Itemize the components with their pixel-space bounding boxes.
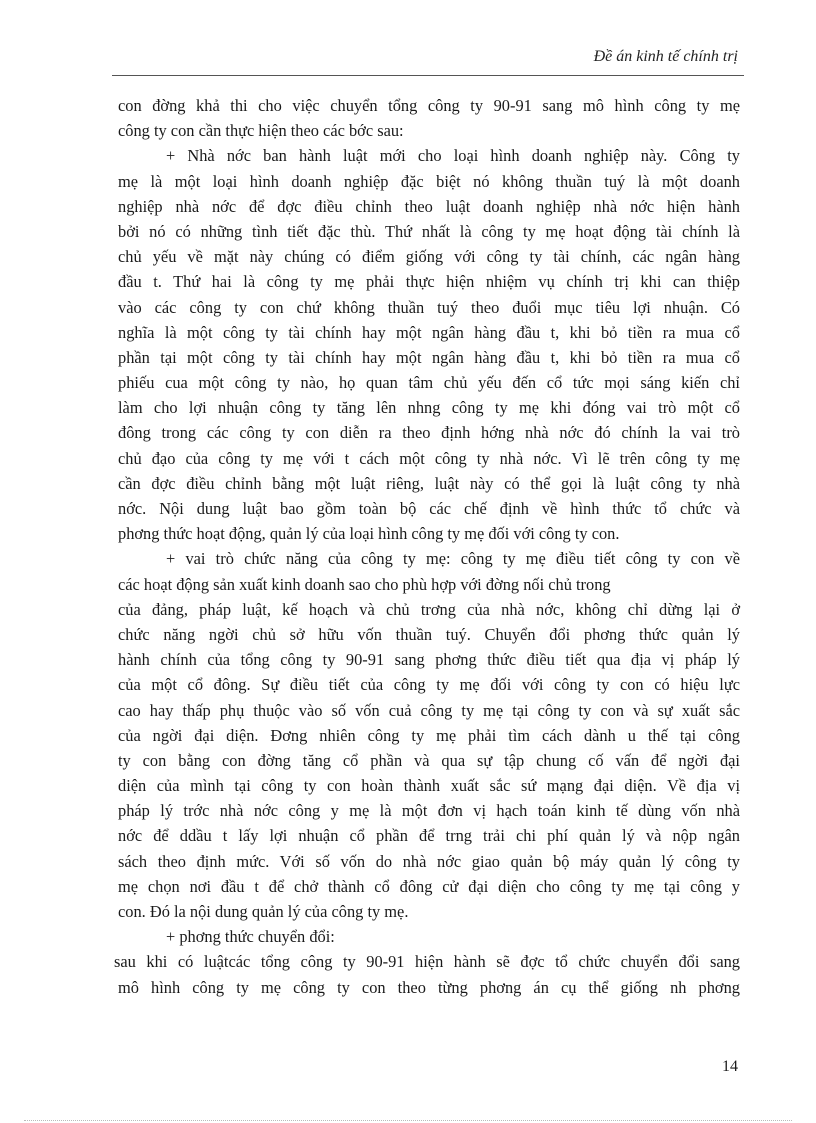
text-line: diện của mình tại công ty con hoàn thành xuất sắc sứ mạng đại diện. Về địa vị bbox=[118, 776, 740, 796]
text-line: sau khi có luậtcác tổng công ty 90-91 hiện hành sẽ đợc tổ chức chuyển đổi sang bbox=[114, 952, 740, 972]
text-line: cần đợc điều chỉnh bằng một luật riêng, luật này có thể gọi là luật công ty nhà bbox=[118, 473, 740, 493]
header-rule bbox=[112, 75, 744, 76]
text-line: vào các công ty con chứ không thuần tuý theo đuổi mục tiêu lợi nhuận. Có bbox=[118, 297, 740, 317]
text-line: công ty con cần thực hiện theo các bớc sau: bbox=[118, 121, 404, 141]
text-line: con. Đó la nội dung quản lý của công ty mẹ. bbox=[118, 902, 409, 921]
text-line: làm cho lợi nhuận công ty tăng lên nhng công ty mẹ khi đóng vai trò một cổ bbox=[118, 398, 740, 418]
text-line: hành chính của tổng công ty 90-91 sang phơng thức điều tiết qua địa vị pháp lý bbox=[118, 650, 740, 670]
paragraph bbox=[114, 924, 740, 1000]
text-line: các hoạt động sản xuất kinh doanh sao cho phù hợp với đờng nối chủ trong bbox=[118, 574, 611, 594]
text-line: nghiệp nhà nớc để đợc điều chỉnh theo luật doanh nghiệp nhà nớc hiện hành bbox=[118, 196, 740, 216]
text-line: mẹ là một loại hình doanh nghiệp đặc biệt nó không thuần tuý là một doanh bbox=[118, 171, 740, 191]
page-number: 14 bbox=[722, 1058, 738, 1075]
running-header-title: Đề án kinh tế chính trị bbox=[593, 48, 738, 65]
text-line: con đờng khả thi cho việc chuyển tổng công ty 90-91 sang mô hình công ty mẹ bbox=[118, 96, 740, 115]
text-line: của ngời đại diện. Đơng nhiên công ty mẹ phải tìm cách dành u thế tại công bbox=[118, 725, 740, 745]
text-line: bởi nó có những tình tiết đặc thù. Thứ nhất là công ty mẹ hoạt động tài chính là bbox=[118, 221, 740, 241]
text-line: cao hay thấp phụ thuộc vào số vốn cuả công ty mẹ tại công ty con và sự xuất sắc bbox=[118, 700, 740, 720]
text-line: nghĩa là một công ty tài chính hay một ngân hàng đầu t, khi bỏ tiền ra mua cổ bbox=[118, 322, 740, 342]
text-line: mẹ chọn nơi đầu t để chở thành cổ đông cử đại diện cho công ty mẹ tại công y bbox=[118, 876, 740, 896]
text-line: + phơng thức chuyển đổi: bbox=[166, 927, 335, 947]
text-line: mô hình công ty mẹ công ty con theo từng phơng án cụ thể giống nh phơng bbox=[118, 977, 740, 997]
paragraph bbox=[118, 546, 740, 924]
text-line: + Nhà nớc ban hành luật mới cho loại hình doanh nghiệp này. Công ty bbox=[166, 146, 740, 166]
text-line: của đảng, pháp luật, kế hoạch và chủ trơng của nhà nớc, không chỉ dừng lại ở bbox=[118, 599, 740, 619]
text-line: chủ yếu về mặt này chúng có điểm giống với công ty tài chính, các ngân hàng bbox=[118, 247, 740, 267]
text-line: đầu t. Thứ hai là công ty mẹ phải thực hiện nhiệm vụ chính trị khi can thiệp bbox=[118, 272, 740, 292]
text-line: đông trong các công ty con diễn ra theo định hớng nhà nớc đó chính la vai trò bbox=[118, 423, 740, 443]
text-line: chức năng ngời chủ sở hữu vốn thuần tuý. Chuyển đổi phơng thức quản lý bbox=[118, 624, 740, 644]
footer-divider bbox=[24, 1120, 792, 1121]
text-line: nớc. Nội dung luật bao gồm toàn bộ các chế định về hình thức tổ chức và bbox=[118, 499, 740, 518]
text-line: phiếu cua một công ty nào, họ quan tâm chủ yếu đến cổ tức mọi sáng kiến chỉ bbox=[118, 373, 740, 393]
paragraph bbox=[118, 143, 740, 546]
text-line: nớc để ddầu t lấy lợi nhuận cổ phần để trng trải chi phí quản lý và nộp ngân bbox=[118, 826, 740, 846]
text-line: phơng thức hoạt động, quản lý của loại hình công ty mẹ đối với công ty con. bbox=[118, 524, 620, 544]
text-line: ty con bằng con đờng tăng cổ phần và qua sự tập chung cố vấn để ngời đại bbox=[118, 750, 740, 770]
text-line: sách theo định mức. Với số vốn do nhà nớc giao quản bộ máy quản lý công ty bbox=[118, 851, 740, 871]
text-line: phần tại một công ty tài chính hay một ngân hàng đầu t, khi bỏ tiền ra mua cổ bbox=[118, 347, 740, 367]
text-line: pháp lý trớc nhà nớc công y mẹ là một đơn vị hạch toán kinh tế dùng vốn nhà bbox=[118, 801, 740, 821]
text-line: + vai trò chức năng của công ty mẹ: công ty mẹ điều tiết công ty con về bbox=[166, 549, 740, 569]
body-text bbox=[114, 93, 740, 1000]
paragraph bbox=[118, 93, 740, 143]
text-line: của một cổ đông. Sự điều tiết của công ty mẹ đối với công ty con có hiệu lực bbox=[118, 675, 740, 695]
text-line: chủ đạo của công ty mẹ với t cách một công ty nhà nớc. Vì lẽ trên công ty mẹ bbox=[118, 448, 740, 468]
